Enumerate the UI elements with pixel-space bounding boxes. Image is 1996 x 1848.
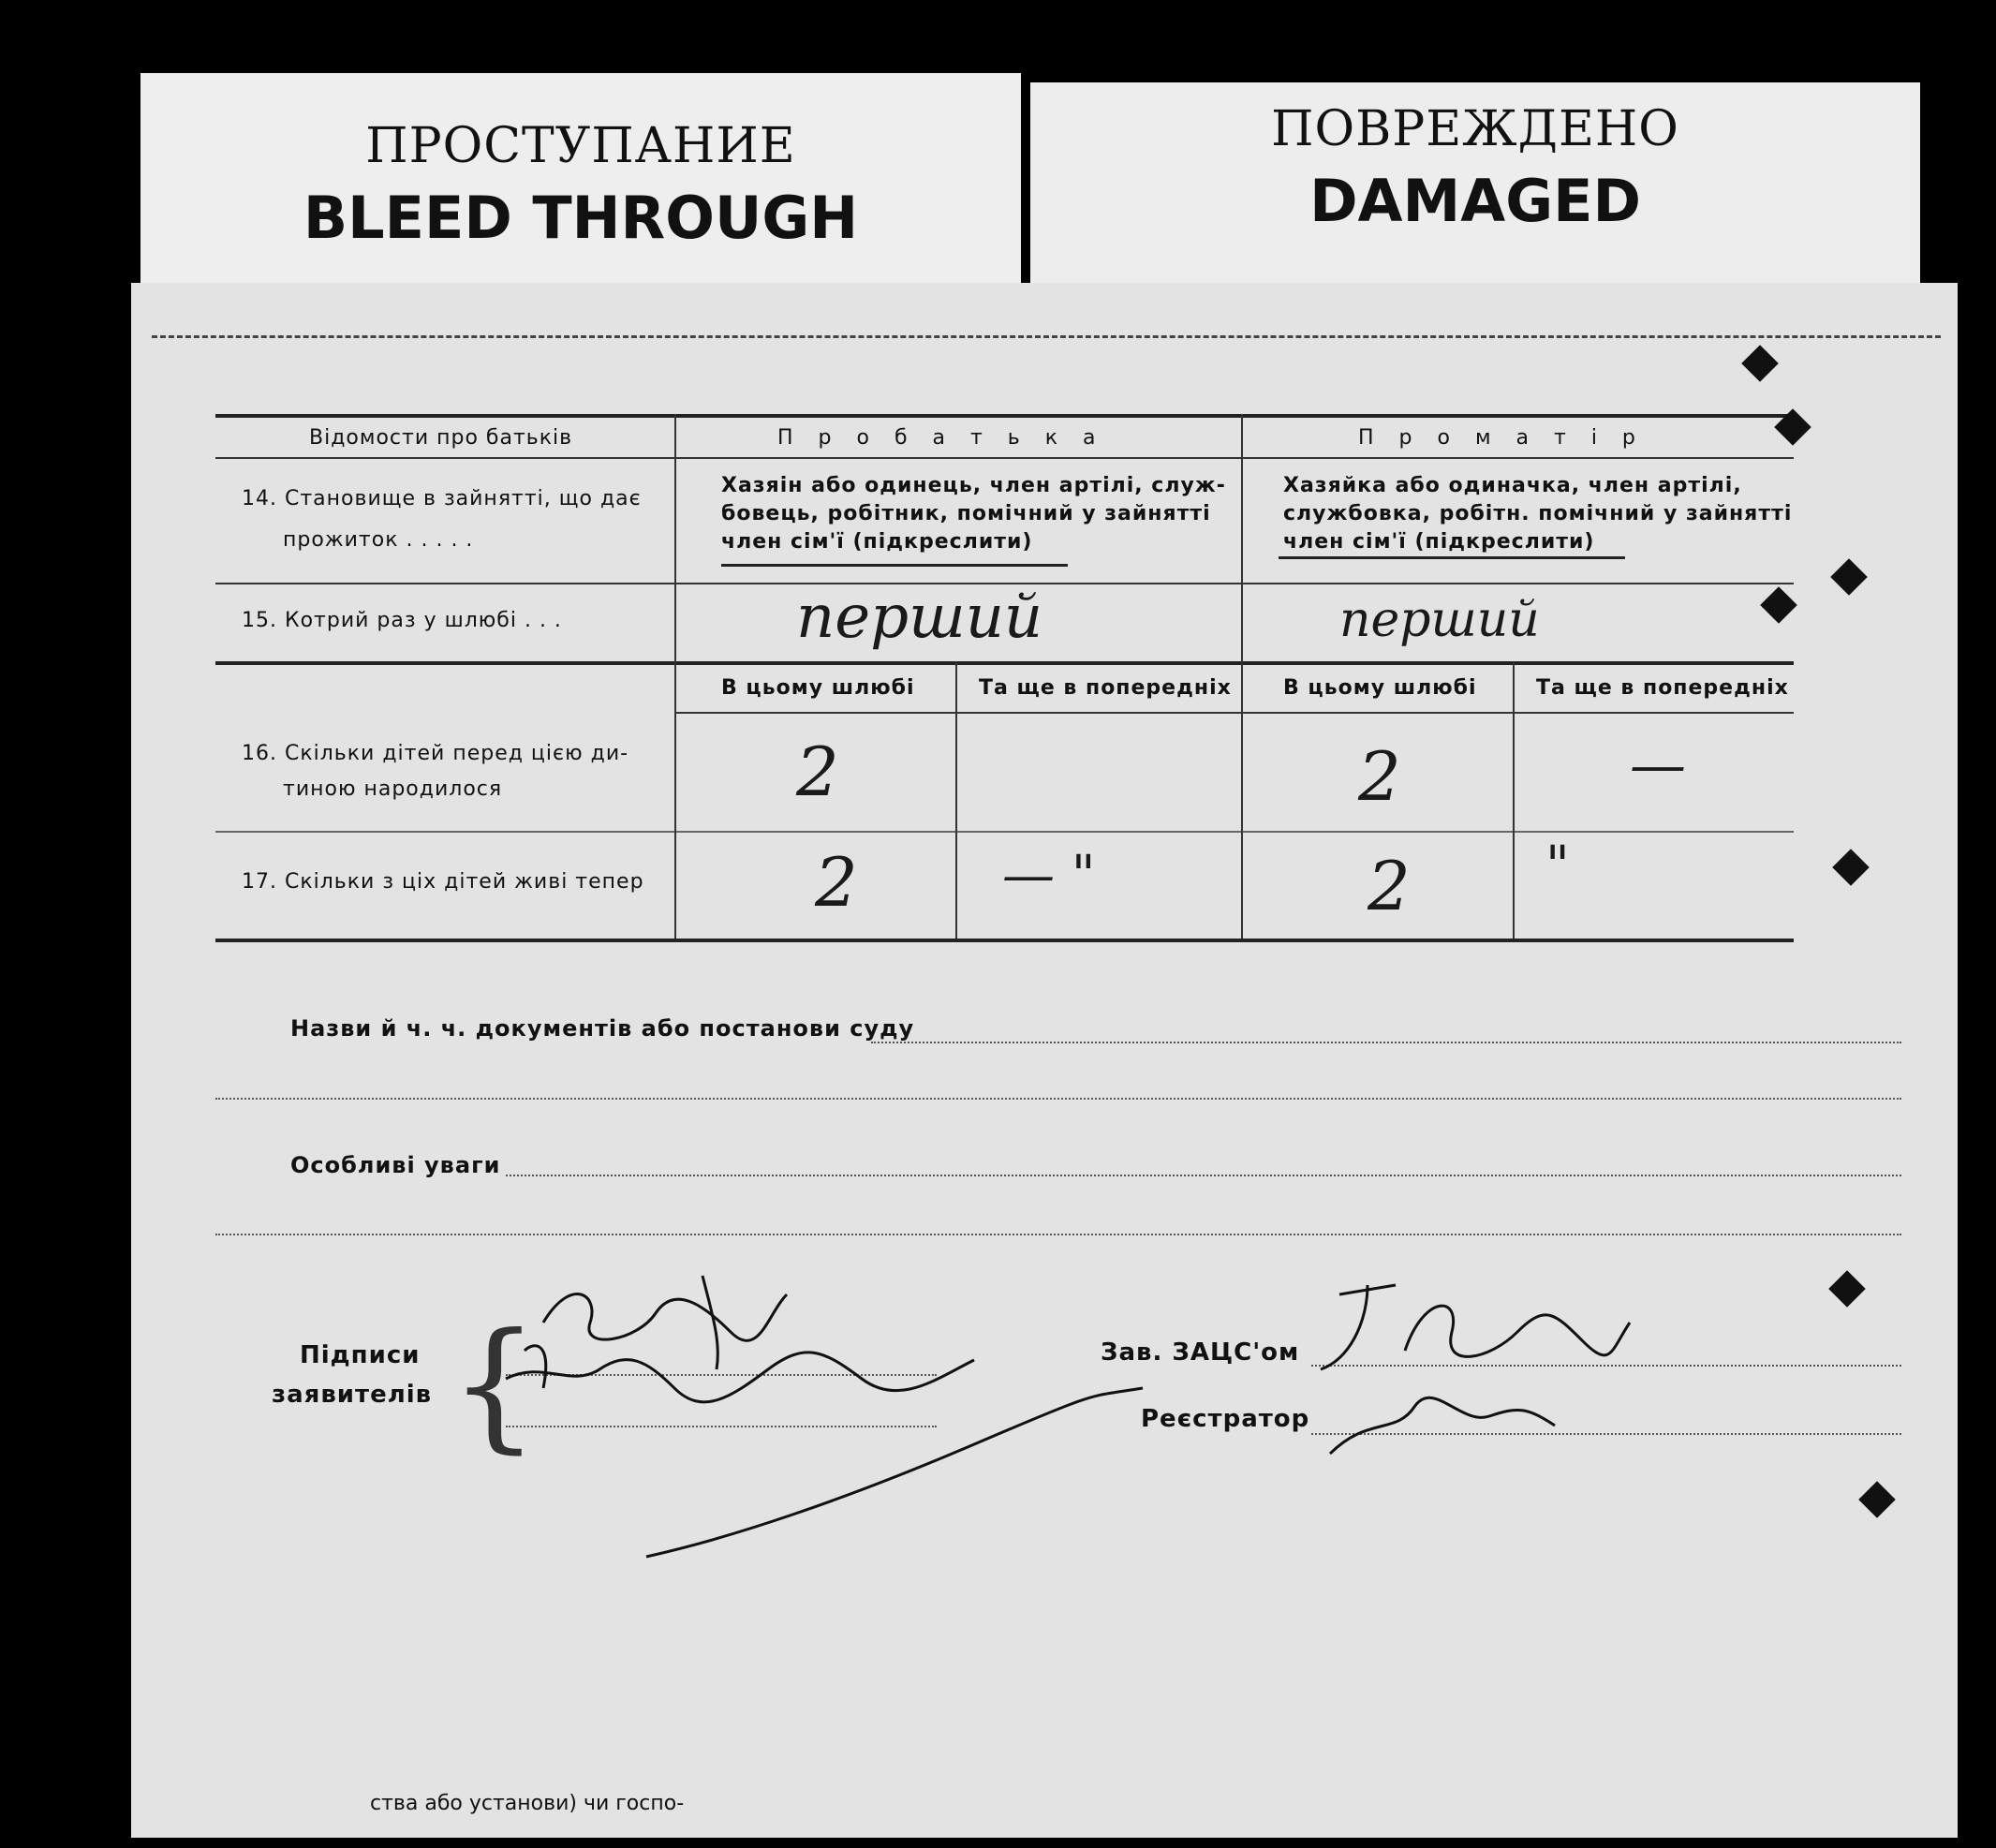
bleed-through-card — [140, 73, 1021, 288]
applicants-label-line1: Підписи — [300, 1341, 421, 1369]
dotted-line — [871, 1042, 1901, 1043]
hole-mark — [1832, 849, 1870, 886]
row14-mother-line1: Хазяйка або одиначка, член артілі, — [1283, 474, 1742, 497]
table-top-rule — [215, 414, 1794, 418]
subheader-father-previous: Та ще в попередніх — [979, 676, 1232, 700]
damaged-en: DAMAGED — [1309, 167, 1641, 235]
table-rule — [215, 661, 1794, 665]
row15-label: 15. Котрий раз у шлюбі . . . — [242, 609, 562, 632]
dotted-line — [215, 1098, 1901, 1100]
dotted-line — [215, 1234, 1901, 1235]
row14-mother-line3: член сім'ї (підкреслити) — [1283, 530, 1595, 554]
table-rule — [215, 831, 1794, 833]
official-signatures — [1311, 1276, 1742, 1482]
brace-mark: { — [450, 1304, 540, 1467]
bleed-through-en: BLEED THROUGH — [303, 184, 859, 252]
registry-document — [131, 283, 1958, 1838]
damaged-ru: ПОВРЕЖДЕНО — [1271, 101, 1679, 157]
row14-mother-line2: службовка, робітн. помічний у зайнятті — [1283, 502, 1793, 525]
row17-father-this-value: 2 — [815, 843, 858, 922]
table-column-divider — [674, 414, 676, 939]
table-rule — [215, 457, 1794, 459]
row14-label-line2: прожиток . . . . . — [283, 528, 474, 552]
row17-label: 17. Скільки з ціх дітей живі тепер — [242, 870, 644, 894]
table-rule — [674, 712, 1794, 714]
dotted-line — [506, 1175, 1901, 1176]
damaged-card — [1030, 82, 1920, 298]
table-column-divider — [1241, 414, 1243, 939]
row17-mother-prev-value: " — [1545, 835, 1570, 896]
table-column-divider — [955, 661, 957, 939]
row16-mother-prev-value: — — [1630, 732, 1686, 798]
underline-mark — [1279, 556, 1625, 559]
footer-text: ства або установи) чи госпо- — [370, 1792, 685, 1815]
header-mother: П р о м а т і р — [1358, 426, 1645, 450]
bleed-through-ru: ПРОСТУПАНИЕ — [365, 118, 796, 174]
hole-mark — [1830, 558, 1868, 596]
perforation-line — [152, 335, 1941, 338]
table-bottom-rule — [215, 939, 1794, 942]
subheader-mother-previous: Та ще в попередніх — [1536, 676, 1789, 700]
row17-mother-this-value: 2 — [1368, 847, 1411, 925]
hole-mark — [1858, 1481, 1896, 1518]
row15-mother-handwriting: перший — [1339, 592, 1540, 648]
registrar-label: Реєстратор — [1141, 1405, 1310, 1433]
underline-mark — [721, 564, 1068, 567]
row14-father-line3: член сім'ї (підкреслити) — [721, 530, 1033, 554]
row16-label-line2: тиною народилося — [283, 777, 503, 801]
head-label: Зав. ЗАЦС'ом — [1101, 1338, 1300, 1367]
documents-label: Назви й ч. ч. документів або постанови суду — [290, 1015, 915, 1042]
row14-father-line1: Хазяін або одинець, член артілі, служ- — [721, 474, 1226, 497]
subheader-mother-this: В цьому шлюбі — [1283, 676, 1477, 700]
hole-mark — [1828, 1270, 1866, 1308]
table-column-divider — [1513, 661, 1515, 939]
row15-father-handwriting: перший — [796, 583, 1043, 652]
applicants-label-line2: заявителів — [272, 1381, 433, 1409]
subheader-father-this: В цьому шлюбі — [721, 676, 915, 700]
header-father: П р о б а т ь к а — [777, 426, 1105, 450]
row16-mother-this-value: 2 — [1358, 737, 1401, 816]
row16-label-line1: 16. Скільки дітей перед цією ди- — [242, 742, 629, 765]
row16-father-this-value: 2 — [796, 732, 839, 811]
row14-father-line2: бовець, робітник, помічний у зайнятті — [721, 502, 1211, 525]
row14-label-line1: 14. Становище в зайнятті, що дає — [242, 487, 642, 510]
row17-father-prev-value: — " — [1002, 845, 1096, 906]
remarks-label: Особливі уваги — [290, 1152, 501, 1178]
header-parents: Відомости про батьків — [309, 426, 573, 450]
applicant-signatures — [487, 1257, 1161, 1594]
hole-mark — [1741, 345, 1779, 382]
parents-table — [215, 414, 1794, 939]
